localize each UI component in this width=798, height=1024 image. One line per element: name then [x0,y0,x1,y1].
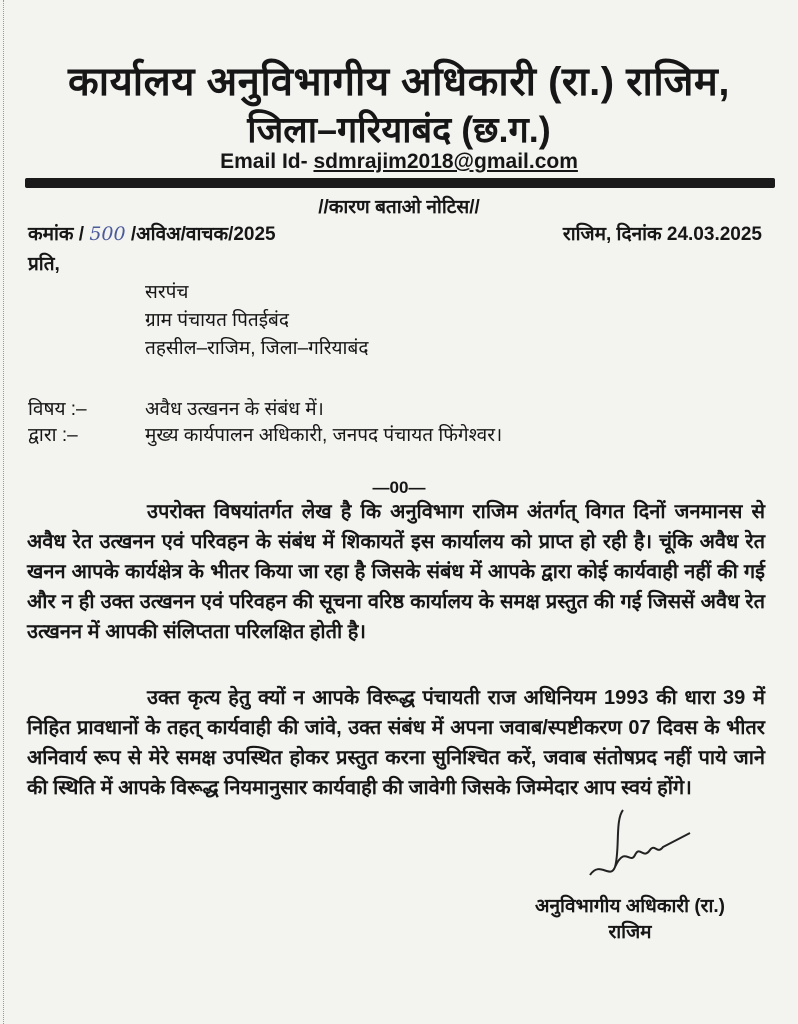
separator: —00— [372,478,426,497]
subject-value: अवैध उत्खनन के संबंध में। [145,399,324,420]
body-paragraph-2: उक्त कृत्य हेतु क्यों न आपके विरूद्ध पंचायती राज अधिनियम 1993 की धारा 39 में निहित प्रावधानों के तहत् कार्यवाही की जांवे, उक्त संबंध में अपना जवाब/स्पष्टीकरण 07 दिवस के भीतर अनिवार्य रूप से मेरे समक्ष उपस्थित होकर प्रस्तुत करना सुनिश्चित करें, जवाब संतोषप्रद नहीं पाये जाने की स्थिति में आपके विरूद्ध नियमानुसार कार्यवाही की जावेगी जिसके जिम्मेदार आप स्वयं होंगे। [27,687,765,799]
recipient-line: सरपंच [145,282,189,303]
recipient-line: ग्राम पंचायत पितईबंद [145,310,289,331]
reference-prefix: कमांक / [28,224,85,245]
email-label: Email Id- [220,150,308,173]
reference-suffix: /अविअ/वाचक/2025 [130,224,276,245]
signatory-title: अनुविभागीय अधिकारी (रा.) [535,896,725,917]
office-title: कार्यालय अनुविभागीय अधिकारी (रा.) राजिम, [68,60,730,104]
email-line [0,150,798,174]
via-value: मुख्य कार्यपालन अधिकारी, जनपद पंचायत फिंगेश्वर। [145,425,503,446]
header-divider [25,178,775,188]
district-title: जिला–गरियाबंद (छ.ग.) [247,109,551,150]
place-date: राजिम, दिनांक 24.03.2025 [562,224,762,245]
recipient-line: तहसील–राजिम, जिला–गरियाबंद [145,338,369,359]
signatory-place: राजिम [608,922,652,943]
email-address: sdmrajim2018@gmail.com [313,150,578,173]
handwritten-number: 500 [89,223,126,245]
to-label: प्रति, [28,254,60,275]
body-paragraph-1: उपरोक्त विषयांतर्गत लेख है कि अनुविभाग राजिम अंतर्गत् विगत दिनों जनमानस से अवैध रेत उत्खनन एवं परिवहन के संबंध में शिकायतें इस कार्यालय को प्राप्त हो रही है। चूंकि अवैध रेत खनन आपके कार्यक्षेत्र के भीतर किया जा रहा है जिसके संबंध में आपके द्वारा कोई कार्यवाही नहीं की गई और न ही उक्त उत्खनन एवं परिवहन की सूचना वरिष्ठ कार्यालय के समक्ष प्रस्तुत की गई जिससें अवैध रेत उत्खनन में आपकी संलिप्तता परिलक्षित होती है। [27,501,765,643]
signature [585,805,695,885]
reference-number [28,220,276,246]
notice-title: //कारण बताओ नोटिस// [318,197,480,218]
via-label: द्वारा :– [28,425,78,446]
subject-label: विषय :– [28,399,87,420]
